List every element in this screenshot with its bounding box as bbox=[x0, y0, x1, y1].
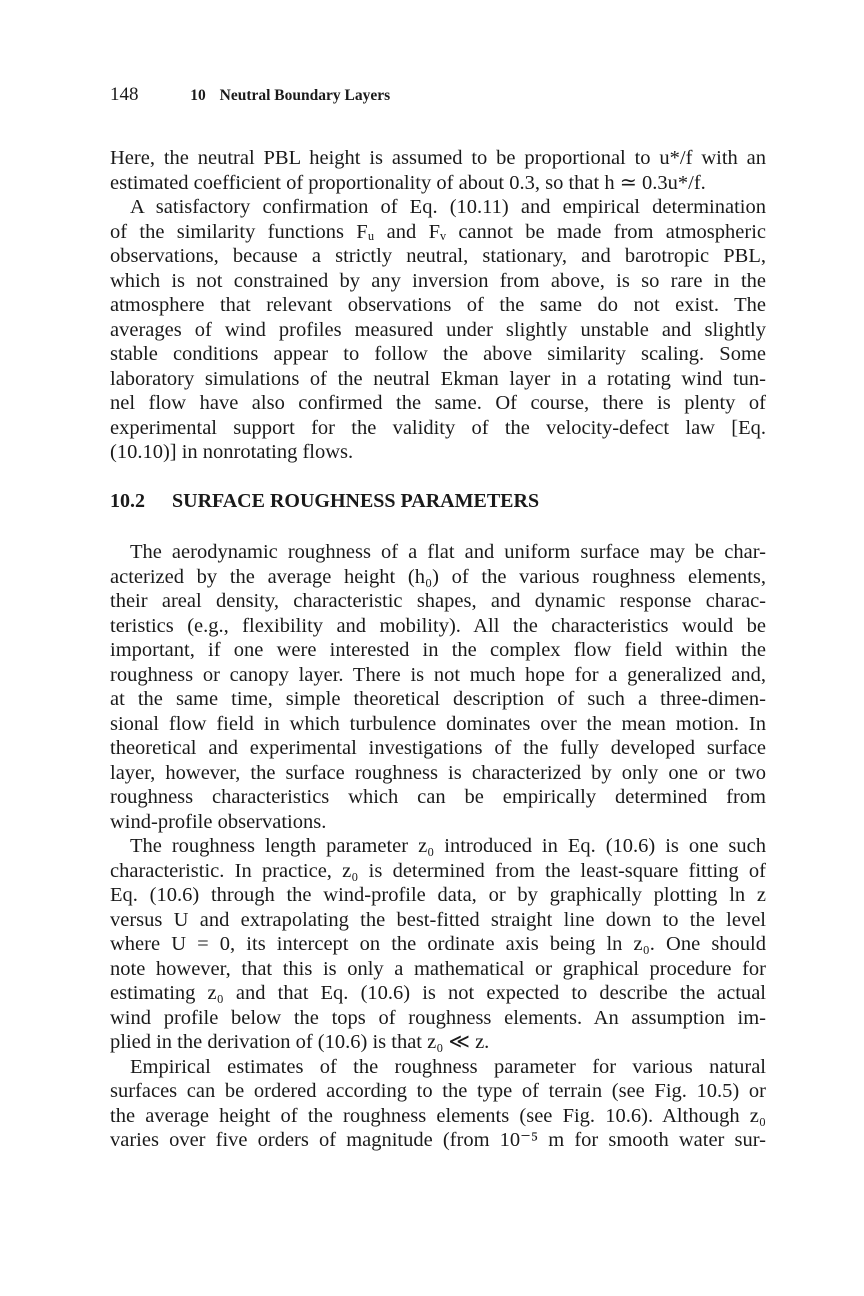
running-header bbox=[110, 84, 390, 106]
text-line: which is not constrained by any inversion from above, is so rare in the bbox=[110, 269, 766, 292]
text-line: averages of wind profiles measured under slightly unstable and slightly bbox=[110, 318, 766, 341]
text-line: sional flow field in which turbulence dominates over the mean motion. In bbox=[110, 712, 766, 735]
text-line: A satisfactory confirmation of Eq. (10.11) and empirical determination bbox=[130, 196, 766, 218]
text-line: theoretical and experimental investigations of the fully developed surface bbox=[110, 737, 766, 759]
text-line: wind profile below the tops of roughness elements. An assumption im- bbox=[110, 1006, 766, 1029]
text-line: where U = 0, its intercept on the ordinate axis being ln z₀. One should bbox=[110, 933, 766, 955]
chapter-header bbox=[190, 87, 390, 104]
section-number: 10.2 bbox=[110, 490, 145, 512]
text-line: note however, that this is only a mathematical or graphical procedure for bbox=[110, 957, 766, 980]
text-line: important, if one were interested in the complex flow field within the bbox=[110, 639, 766, 661]
text-line: The roughness length parameter z₀ introduced in Eq. (10.6) is one such bbox=[130, 835, 766, 857]
text-line: laboratory simulations of the neutral Ekman layer in a rotating wind tun- bbox=[110, 367, 766, 390]
paragraph-block-1 bbox=[110, 146, 766, 465]
text-line: at the same time, simple theoretical description of such a three-dimen- bbox=[110, 688, 766, 710]
text-line: estimated coefficient of proportionality of about 0.3, so that h ≃ 0.3u*/f. bbox=[110, 171, 706, 194]
text-line: their areal density, characteristic shapes, and dynamic response charac- bbox=[110, 590, 766, 612]
text-line: versus U and extrapolating the best-fitted straight line down to the level bbox=[110, 908, 766, 931]
text-line: wind-profile observations. bbox=[110, 810, 327, 833]
text-line: acterized by the average height (h₀) of the various roughness elements, bbox=[110, 565, 766, 588]
section-heading bbox=[110, 490, 539, 513]
text-line: atmosphere that relevant observations of the same do not exist. The bbox=[110, 294, 766, 316]
text-line: observations, because a strictly neutral, stationary, and barotropic PBL, bbox=[110, 245, 766, 267]
text-line: of the similarity functions Fᵤ and Fᵥ cannot be made from atmospheric bbox=[110, 220, 766, 243]
chapter-title: Neutral Boundary Layers bbox=[219, 87, 391, 104]
text-line: nel flow have also confirmed the same. Of course, there is plenty of bbox=[110, 392, 766, 414]
text-line: Eq. (10.6) through the wind-profile data, or by graphically plotting ln z bbox=[110, 884, 766, 906]
text-line: estimating z₀ and that Eq. (10.6) is not expected to describe the actual bbox=[110, 982, 766, 1004]
text-line: stable conditions appear to follow the above similarity scaling. Some bbox=[110, 343, 766, 365]
section-title: SURFACE ROUGHNESS PARAMETERS bbox=[172, 490, 540, 512]
text-line: characteristic. In practice, z₀ is determined from the least-square fitting of bbox=[110, 859, 766, 882]
chapter-number: 10 bbox=[190, 87, 206, 104]
text-line: roughness or canopy layer. There is not much hope for a generalized and, bbox=[110, 663, 766, 686]
text-line: teristics (e.g., flexibility and mobility). All the characteristics would be bbox=[110, 614, 766, 637]
text-line: Here, the neutral PBL height is assumed to be proportional to u*/f with an bbox=[110, 147, 766, 169]
page-number: 148 bbox=[110, 84, 139, 105]
text-line: (10.10)] in nonrotating flows. bbox=[110, 441, 354, 463]
text-line: plied in the derivation of (10.6) is that z₀ ≪ z. bbox=[110, 1031, 490, 1053]
text-line: Empirical estimates of the roughness parameter for various natural bbox=[130, 1055, 766, 1078]
text-line: varies over five orders of magnitude (from 10⁻⁵ m for smooth water sur- bbox=[110, 1129, 766, 1151]
text-line: roughness characteristics which can be empirically determined from bbox=[110, 786, 766, 808]
text-line: layer, however, the surface roughness is characterized by only one or two bbox=[110, 761, 766, 784]
paragraph-block-2 bbox=[110, 540, 766, 1153]
text-line: surfaces can be ordered according to the type of terrain (see Fig. 10.5) or bbox=[110, 1080, 766, 1102]
text-line: experimental support for the validity of the velocity-defect law [Eq. bbox=[110, 416, 766, 439]
text-line: the average height of the roughness elements (see Fig. 10.6). Although z₀ bbox=[110, 1104, 766, 1127]
text-line: The aerodynamic roughness of a flat and uniform surface may be char- bbox=[130, 541, 766, 563]
